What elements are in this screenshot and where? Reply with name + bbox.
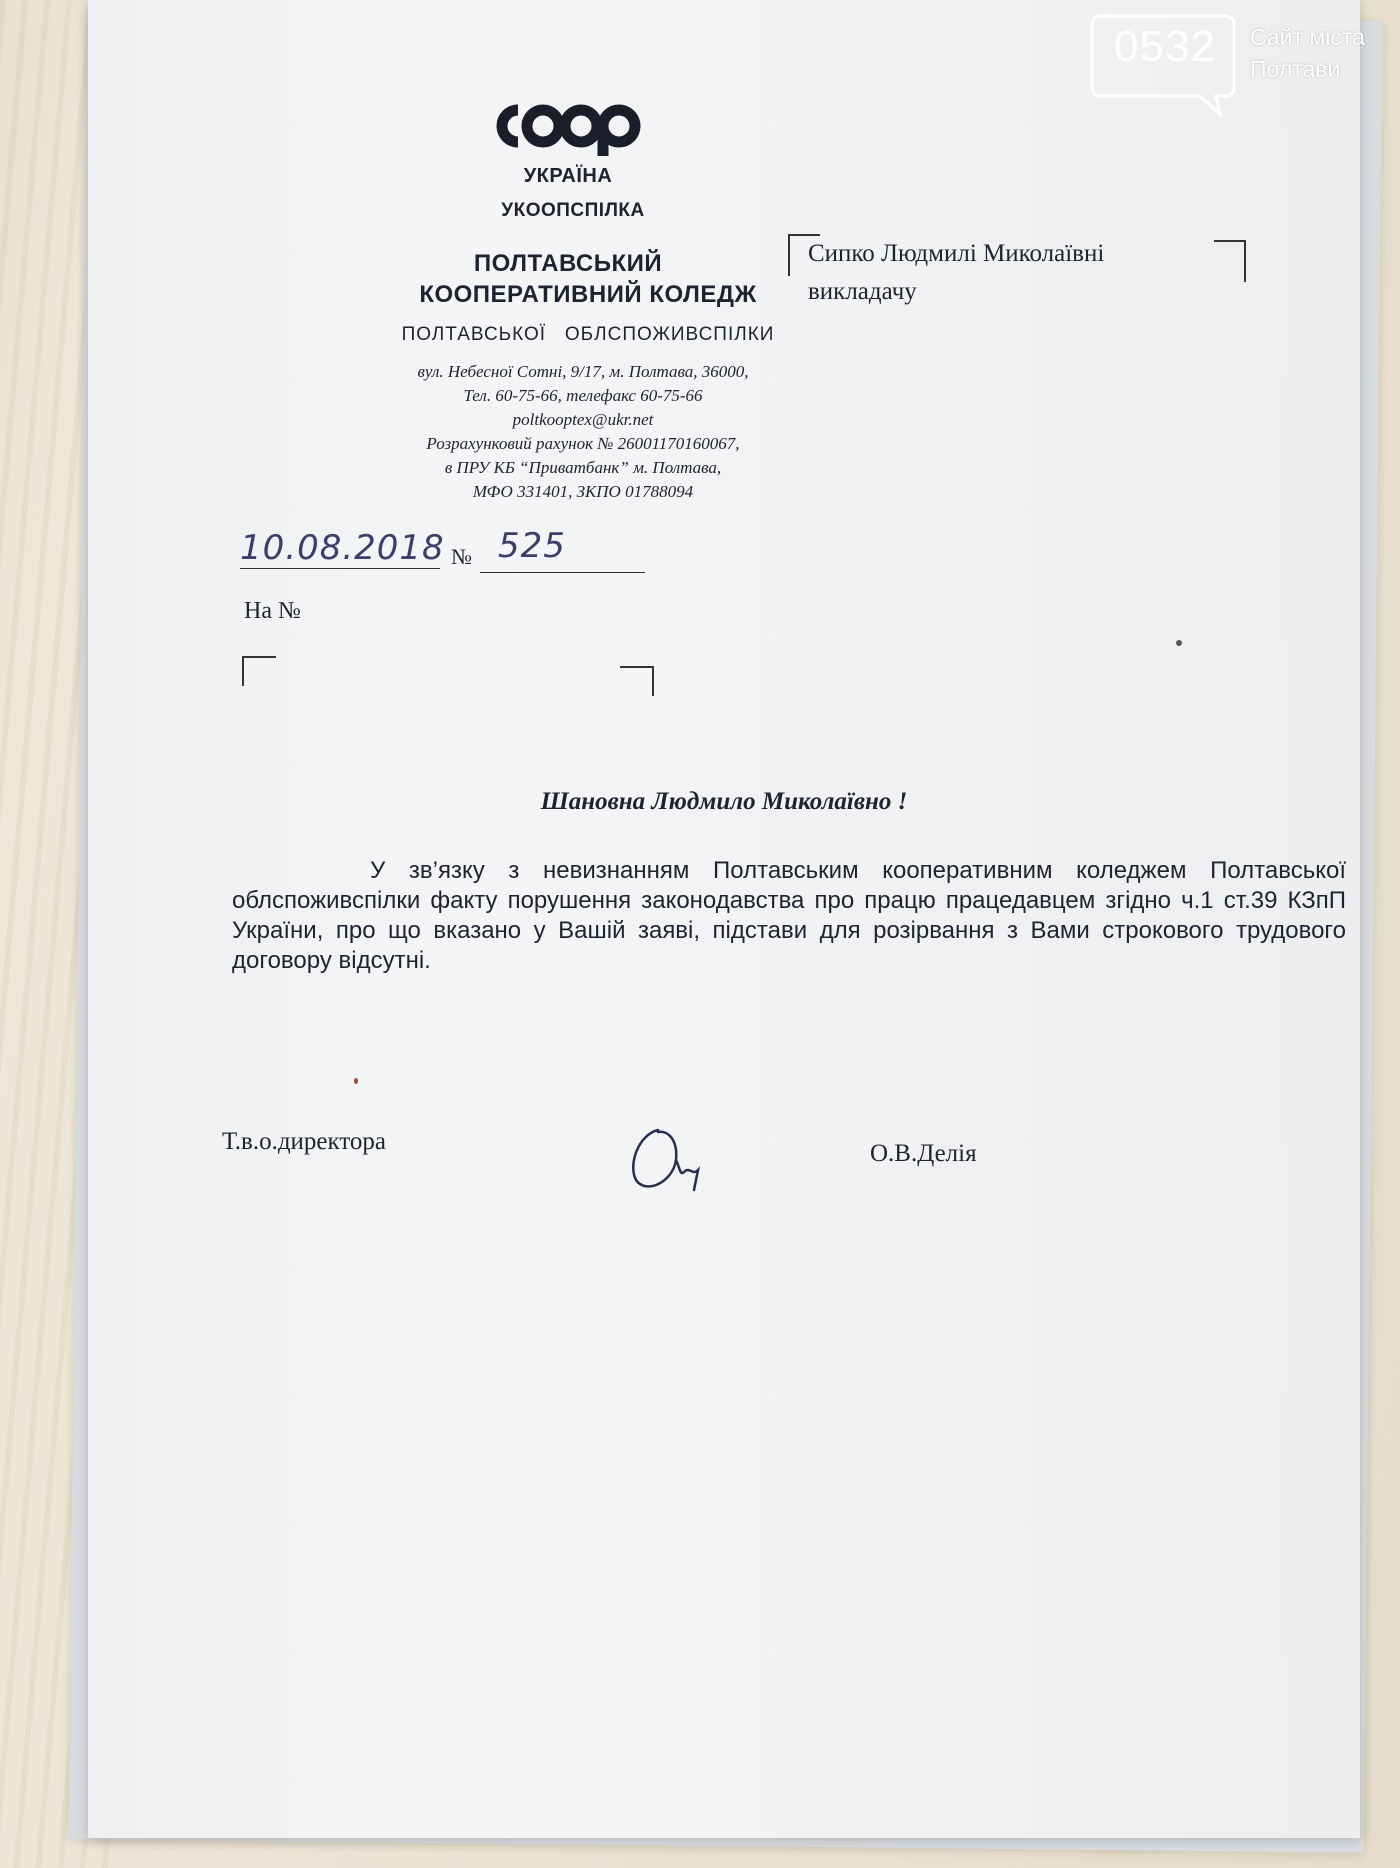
- coop-logo: [488, 96, 648, 156]
- recipient-bracket-right: [1214, 240, 1246, 282]
- bracket-corner-top-left: [242, 656, 276, 686]
- letter-body: У зв’язку з невизнанням Полтавським кооперативним коледжем Полтавської облспоживспілки факту порушення законодавства про працю працедавцем згідно ч.1 ст.39 КЗпП України, про що вказано у Вашій заяві, підстави для розірвання з Вами строкового трудового договору відсутні.: [232, 857, 1346, 974]
- ink-speck: [1176, 640, 1182, 646]
- number-underline: [480, 572, 645, 573]
- letterhead-college-line1: ПОЛТАВСЬКИЙ: [473, 250, 663, 277]
- letter-page: [88, 0, 1360, 1838]
- date-underline: [240, 568, 440, 569]
- letterhead-union: УКООПСПІЛКА: [501, 200, 645, 221]
- watermark-line1: Сайт міста: [1250, 24, 1365, 50]
- handwritten-number: 525: [498, 526, 566, 566]
- letterhead-region: ПОЛТАВСЬКОЇ ОБЛСПОЖИВСПІЛКИ: [401, 324, 775, 345]
- bracket-corner-top-right: [620, 666, 654, 696]
- signatory-title: Т.в.о.директора: [222, 1128, 387, 1155]
- letterhead-country: УКРАЇНА: [523, 165, 613, 187]
- watermark-number: 0532: [1114, 22, 1216, 71]
- email-line: poltkooptex@ukr.net: [512, 410, 654, 429]
- handwritten-signature: [618, 1110, 718, 1200]
- number-label: №: [451, 544, 472, 569]
- reply-to-label: На №: [244, 598, 301, 624]
- handwritten-date: 10.08.2018: [240, 528, 445, 568]
- address-line: вул. Небесної Сотні, 9/17, м. Полтава, 36000,: [417, 362, 749, 381]
- bank-name-line: в ПРУ КБ “Приватбанк” м. Полтава,: [444, 458, 722, 477]
- letterhead-college-line2: КООПЕРАТИВНИЙ КОЛЕДЖ: [419, 281, 757, 308]
- recipient-position: викладачу: [808, 278, 917, 305]
- salutation: Шановна Людмило Миколаївно !: [540, 788, 908, 815]
- phone-line: Тел. 60-75-66, телефакс 60-75-66: [463, 386, 703, 405]
- bank-codes-line: МФО 331401, ЗКПО 01788094: [472, 482, 694, 501]
- ink-speck: [354, 1078, 358, 1084]
- recipient-name: Сипко Людмилі Миколаївні: [808, 240, 1105, 267]
- signatory-name: О.В.Делія: [870, 1140, 977, 1167]
- bank-account-line: Розрахунковий рахунок № 26001170160067,: [426, 434, 740, 453]
- watermark-line2: Полтави: [1250, 56, 1341, 82]
